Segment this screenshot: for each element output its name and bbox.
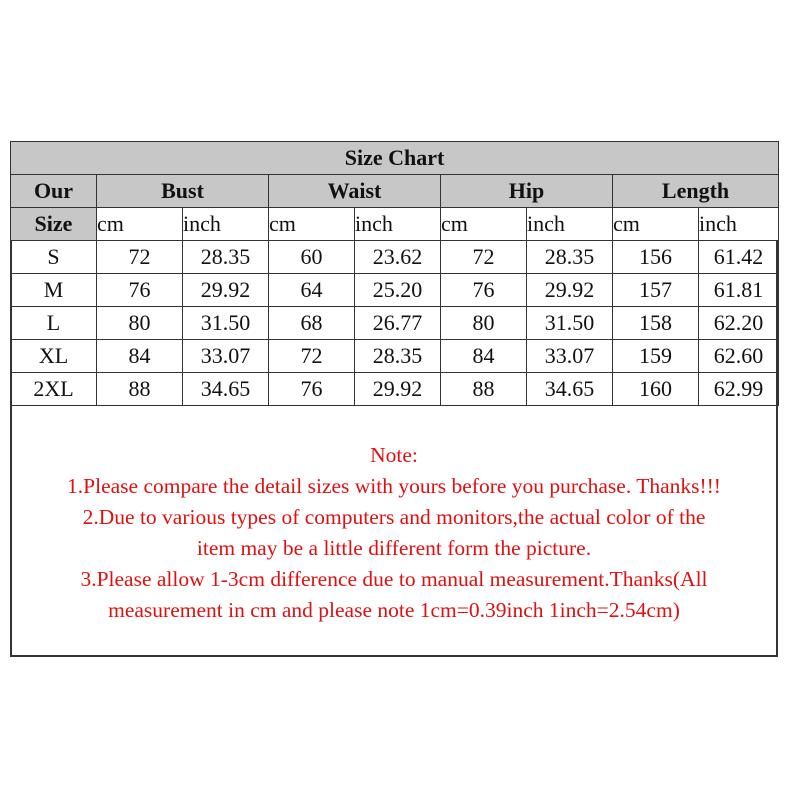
measurement-cell: 88 [97,373,183,406]
table-row [11,340,779,373]
unit-label: inch [355,208,441,241]
header-bust: Bust [97,175,269,208]
measurement-cell: 29.92 [527,274,613,307]
measurement-cell: 62.20 [699,307,779,340]
size-label: L [11,307,97,340]
table-row [11,307,779,340]
measurement-cell: 34.65 [183,373,269,406]
unit-label: cm [97,208,183,241]
measurement-cell: 28.35 [183,241,269,274]
measurement-cell: 62.99 [699,373,779,406]
measurement-cell: 28.35 [527,241,613,274]
measurement-cell: 61.81 [699,274,779,307]
measurement-cell: 33.07 [527,340,613,373]
measurement-cell: 72 [269,340,355,373]
header-size: Size [11,208,97,241]
measurement-cell: 34.65 [527,373,613,406]
measurement-cell: 28.35 [355,340,441,373]
measurement-cell: 76 [441,274,527,307]
measurement-cell: 84 [441,340,527,373]
notes-block [12,440,776,626]
measurement-cell: 25.20 [355,274,441,307]
size-label: S [11,241,97,274]
measurement-cell: 33.07 [183,340,269,373]
measurement-cell: 61.42 [699,241,779,274]
header-length: Length [613,175,779,208]
measurement-cell: 76 [269,373,355,406]
measurement-cell: 156 [613,241,699,274]
measurement-cell: 26.77 [355,307,441,340]
measurement-cell: 160 [613,373,699,406]
measurement-cell: 159 [613,340,699,373]
measurement-cell: 76 [97,274,183,307]
measurement-cell: 80 [441,307,527,340]
measurement-cell: 88 [441,373,527,406]
measurement-cell: 80 [97,307,183,340]
notes-heading: Note: [370,443,418,467]
header-our: Our [11,175,97,208]
measurement-cell: 72 [97,241,183,274]
table-row [11,373,779,406]
note-line: item may be a little different form the picture. [196,536,592,560]
measurement-cell: 31.50 [183,307,269,340]
measurement-cell: 158 [613,307,699,340]
unit-label: inch [527,208,613,241]
measurement-cell: 29.92 [183,274,269,307]
header-hip: Hip [441,175,613,208]
measurement-cell: 72 [441,241,527,274]
unit-label: cm [613,208,699,241]
note-line: measurement in cm and please note 1cm=0.39inch 1inch=2.54cm) [108,598,680,622]
measurement-cell: 84 [97,340,183,373]
size-label: XL [11,340,97,373]
unit-label: cm [269,208,355,241]
header-waist: Waist [269,175,441,208]
unit-label: cm [441,208,527,241]
size-rows [11,241,779,406]
measurement-cell: 68 [269,307,355,340]
measurement-cell: 31.50 [527,307,613,340]
unit-label: inch [183,208,269,241]
note-line: 1.Please compare the detail sizes with yours before you purchase. Thanks!!! [67,474,721,498]
measurement-cell: 157 [613,274,699,307]
size-label: M [11,274,97,307]
size-label: 2XL [11,373,97,406]
measurement-cell: 23.62 [355,241,441,274]
size-chart-table [10,141,779,406]
note-line: 3.Please allow 1-3cm difference due to manual measurement.Thanks(All [80,567,708,591]
table-title: Size Chart [11,142,779,175]
measurement-cell: 64 [269,274,355,307]
unit-label: inch [699,208,779,241]
table-row [11,274,779,307]
measurement-cell: 62.60 [699,340,779,373]
table-row [11,241,779,274]
measurement-cell: 29.92 [355,373,441,406]
note-line: 2.Due to various types of computers and monitors,the actual color of the [82,505,706,529]
measurement-cell: 60 [269,241,355,274]
